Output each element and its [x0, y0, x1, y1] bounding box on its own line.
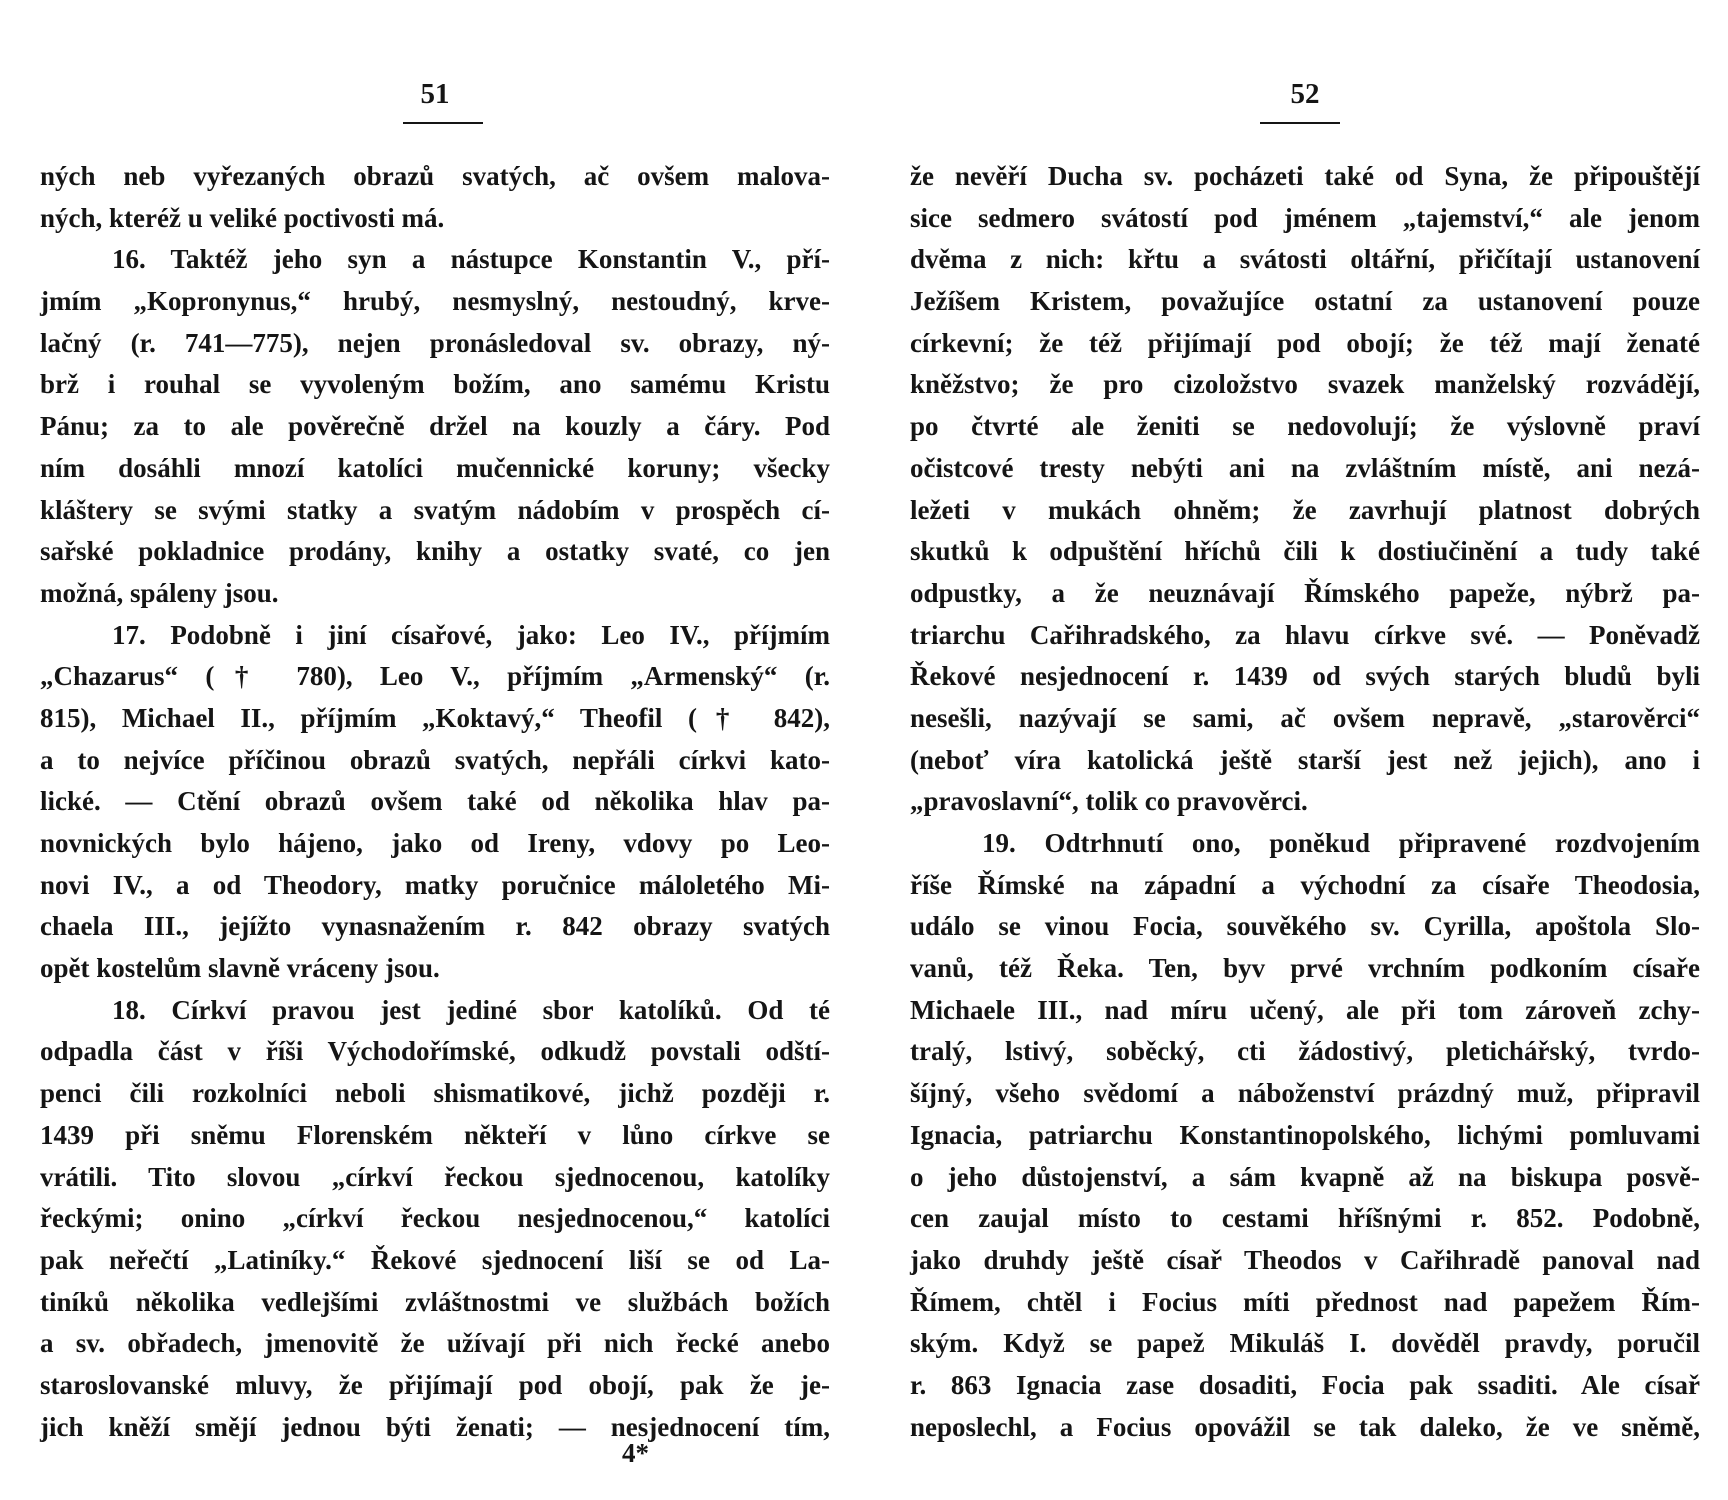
text-line: triarchu Cařihradského, za hlavu církve své. — Poněvadž: [910, 619, 1700, 650]
text-line: ním dosáhli mnozí katolíci mučennické koruny; všecky: [40, 452, 830, 483]
text-line: o jeho důstojenství, a sám kvapně až na biskupa posvě-: [910, 1161, 1700, 1192]
text-line: jmím „Kopronynus,“ hrubý, nesmyslný, nestoudný, krve-: [40, 286, 830, 317]
text-line: dvěma z nich: křtu a svátosti oltářní, přičítají ustanovení: [910, 244, 1700, 275]
text-line: 17. Podobně i jiní císařové, jako: Leo IV., příjmím: [112, 619, 830, 650]
signature-mark: 4*: [622, 1438, 649, 1468]
text-line: „Chazarus“ († 780), Leo V., příjmím „Armenský“ (r.: [40, 661, 830, 692]
text-line: Pánu; za to ale pověrečně držel na kouzly a čáry. Pod: [40, 411, 830, 442]
text-line: 1439 při sněmu Florenském někteří v lůno církve se: [40, 1119, 830, 1150]
text-line: tiníků několika vedlejšími zvláštnostmi ve službách božích: [40, 1286, 830, 1317]
text-line: 19. Odtrhnutí ono, poněkud připravené rozdvojením: [982, 828, 1700, 858]
text-line: Ignacia, patriarchu Konstantinopolského, lichými pomluvami: [910, 1119, 1700, 1150]
text-line: Římem, chtěl i Focius míti přednost nad papežem Řím-: [910, 1286, 1700, 1317]
text-line: řeckými; onino „církví řeckou nesjednocenou,“ katolíci: [40, 1203, 830, 1234]
text-line: říše Římské na západní a východní za císaře Theodosia,: [910, 869, 1700, 900]
page-number: 52: [1290, 78, 1320, 110]
text-line: sice sedmero svátostí pod jménem „tajemství,“ ale jenom: [910, 202, 1700, 233]
right-page: [910, 0, 1700, 1500]
text-line: vanů, též Řeka. Ten, byv prvé vrchním podkoním císaře: [910, 953, 1700, 984]
text-line: ných, kteréž u veliké poctivosti má.: [40, 202, 445, 233]
text-line: ležeti v mukách ohněm; že zavrhují platnost dobrých: [910, 494, 1700, 525]
text-line: „pravoslavní“, tolik co pravověrci.: [910, 786, 1308, 817]
text-line: pak neřečtí „Latiníky.“ Řekové sjednocení liší se od La-: [40, 1244, 830, 1275]
text-line: po čtvrté ale ženiti se nedovolují; že výslovně praví: [910, 411, 1700, 442]
text-line: Ježíšem Kristem, považujíce ostatní za ustanovení pouze: [910, 286, 1700, 317]
text-line: penci čili rozkolníci neboli shismatikové, jichž později r.: [40, 1078, 830, 1109]
text-line: šíjný, všeho svědomí a náboženství prázdný muž, připravil: [910, 1078, 1700, 1109]
text-line: chaela III., jejížto vynasnažením r. 842 obrazy svatých: [40, 911, 830, 942]
page-number-rule: [403, 122, 483, 124]
text-line: ským. Když se papež Mikuláš I. dověděl pravdy, poručil: [910, 1328, 1700, 1359]
text-line: ných neb vyřezaných obrazů svatých, ač ovšem malova-: [40, 161, 830, 191]
text-line: brž i rouhal se vyvoleným božím, ano samému Kristu: [40, 369, 830, 400]
text-line: kláštery se svými statky a svatým nádobím v prospěch cí-: [40, 494, 830, 525]
text-line: možná, spáleny jsou.: [40, 577, 279, 608]
text-line: nesešli, nazývají se sami, ač ovšem nepravě, „starověrci“: [910, 702, 1700, 733]
text-line: r. 863 Ignacia zase dosaditi, Focia pak ssaditi. Ale císař: [910, 1369, 1700, 1400]
text-line: očistcové tresty nebýti ani na zvláštním místě, ani nezá-: [910, 452, 1700, 483]
text-line: lačný (r. 741—775), nejen pronásledoval sv. obrazy, ný-: [40, 327, 830, 358]
text-line: novnických bylo hájeno, jako od Ireny, vdovy po Leo-: [40, 828, 830, 858]
text-line: kněžstvo; že pro cizoložstvo svazek manželský rozvádějí,: [910, 369, 1700, 400]
page-number: 51: [420, 78, 450, 110]
text-line: staroslovanské mluvy, že přijímají pod obojí, pak že je-: [40, 1369, 830, 1400]
left-page: [40, 0, 830, 1500]
text-line: 18. Církví pravou jest jediné sbor katolíků. Od té: [112, 994, 830, 1025]
text-line: církevní; že též přijímají pod obojí; že též mají ženaté: [910, 327, 1700, 358]
text-line: a to nejvíce příčinou obrazů svatých, nepřáli církvi kato-: [40, 744, 830, 775]
page-body-text: [40, 156, 830, 1448]
text-line: cen zaujal místo to cestami hříšnými r. 852. Podobně,: [910, 1203, 1700, 1234]
text-line: novi IV., a od Theodory, matky poručnice máloletého Mi-: [40, 869, 830, 900]
text-line: 16. Taktéž jeho syn a nástupce Konstantin V., pří-: [112, 244, 830, 275]
text-line: událo se vinou Focia, souvěkého sv. Cyrilla, apoštola Slo-: [910, 911, 1700, 942]
text-line: 815), Michael II., příjmím „Koktavý,“ Theofil († 842),: [40, 702, 830, 733]
text-line: vrátili. Tito slovou „církví řeckou sjednocenou, katolíky: [40, 1161, 830, 1192]
page-number-rule: [1260, 122, 1340, 124]
text-line: neposlechl, a Focius opovážil se tak daleko, že ve sněmě,: [910, 1411, 1700, 1442]
text-line: jako druhdy ještě císař Theodos v Cařihradě panoval nad: [910, 1244, 1700, 1275]
page-body-text: [910, 156, 1700, 1448]
text-line: sařské pokladnice prodány, knihy a ostatky svaté, co jen: [40, 536, 830, 567]
text-line: tralý, lstivý, soběcký, cti žádostivý, pletichářský, tvrdo-: [910, 1036, 1700, 1067]
text-line: jich kněží smějí jednou býti ženati; — nesjednocení tím,: [40, 1411, 830, 1442]
text-line: odpustky, a že neuznávají Římského papeže, nýbrž pa-: [910, 577, 1700, 608]
text-line: (neboť víra katolická ještě starší jest než jejich), ano i: [910, 744, 1700, 775]
text-line: Michaele III., nad míru učený, ale při tom zároveň zchy-: [910, 994, 1700, 1025]
text-line: a sv. obřadech, jmenovitě že užívají při nich řecké anebo: [40, 1328, 830, 1359]
text-line: opět kostelům slavně vráceny jsou.: [40, 953, 440, 984]
text-line: Řekové nesjednocení r. 1439 od svých starých bludů byli: [910, 661, 1700, 692]
text-line: lické. — Ctění obrazů ovšem také od několika hlav pa-: [40, 786, 830, 817]
text-line: odpadla část v říši Východořímské, odkudž povstali odští-: [40, 1036, 830, 1067]
text-line: skutků k odpuštění hříchů čili k dostiučinění a tudy také: [910, 536, 1700, 567]
text-line: že nevěří Ducha sv. pocházeti také od Syna, že připouštějí: [910, 161, 1700, 191]
